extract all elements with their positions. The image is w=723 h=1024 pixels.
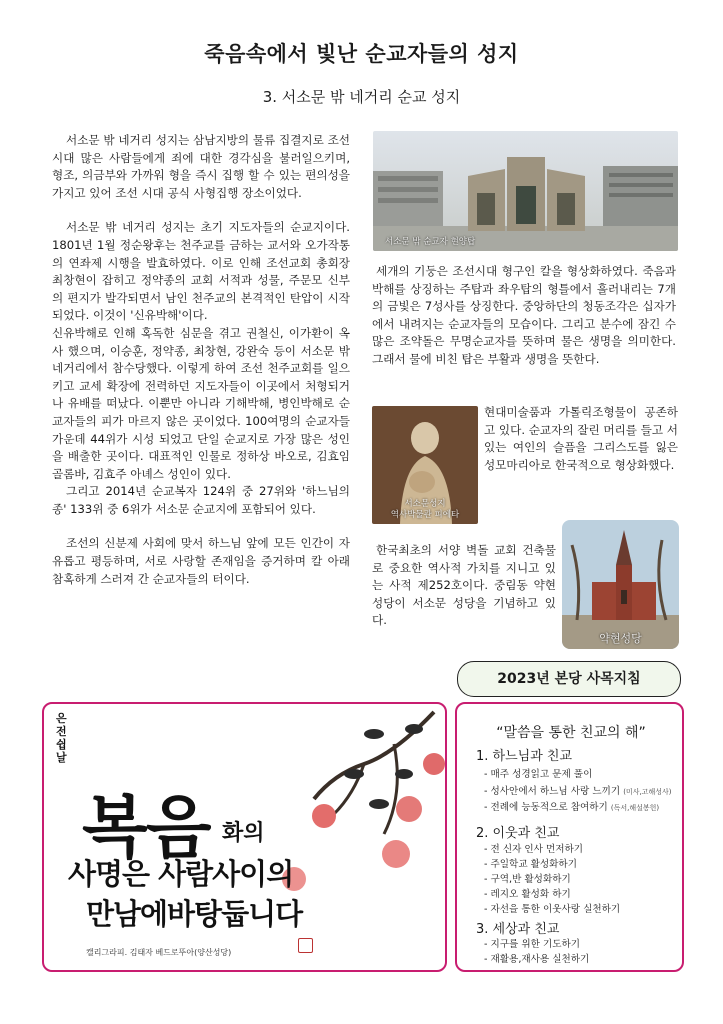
calligraphy-box <box>42 702 447 972</box>
policy-item: - 주일학교 활성화하기 <box>484 859 577 870</box>
policy-header: 2023년 본당 사목지침 <box>457 661 681 697</box>
pieta-photo <box>372 406 478 524</box>
monument-photo <box>373 131 678 251</box>
monument-caption: 서소문 밖 순교자 현양탑 <box>385 237 476 247</box>
church-photo <box>562 520 679 649</box>
policy-item: - 구역,반 활성화하기 <box>484 874 571 885</box>
church-caption: 약현성당 <box>599 632 642 645</box>
policy-item: - 레지오 활성화 하기 <box>484 889 571 900</box>
policy-section-1-title: 1. 하느님과 친교 <box>476 749 573 764</box>
calligraphy-credit: 캘리그라피. 김태자 베드로뚜아(양산성당) <box>86 948 232 957</box>
paragraph-meaning: 조선의 신분제 사회에 맞서 하느님 앞에 모든 인간이 자유롭고 평등하며, 서로 사랑할 존재임을 증거하며 칼 아래 참혹하게 스러져 간 순교자들의 터이다. <box>52 536 350 586</box>
paragraph-location: 서소문 밖 네거리 성지는 삼남지방의 물류 집결지로 조선 시대 많은 사람들에게 죄에 대한 경각심을 불러일으키며, 형조, 의금부와 가까워 형을 즉시 집행 할 수 있는 편의성을 가지고 있어 조선 시대 공식 사형집행 장소이었다. <box>52 133 350 200</box>
policy-item: - 매주 성경읽고 문제 풀이 <box>484 769 593 780</box>
pieta-caption-line2: 역사박물관 피에타 <box>390 510 460 520</box>
calligraphy-gospel: 복음 <box>82 788 210 868</box>
persimmon-branch-image <box>274 704 445 894</box>
policy-section-2-title: 2. 이웃과 친교 <box>476 826 560 841</box>
policy-item: - 자선을 통한 이웃사랑 실천하기 <box>484 904 621 915</box>
page-title: 죽음속에서 빛난 순교자들의 성지 <box>204 42 519 66</box>
calligraphy-seal-text: 은전 쉽날 <box>56 712 67 764</box>
policy-item: - 성사안에서 하느님 사랑 느끼기 (미사,고해성사) <box>484 786 672 797</box>
paragraph-church: 한국최초의 서양 벽돌 교회 건축물로 중요한 역사적 가치를 지니고 있는 사적 제252호이다. 중림동 약현성당이 서소문 성당을 기념하고 있다. <box>372 543 556 628</box>
paragraph-monument: 세개의 기둥은 조선시대 형구인 칼을 형상화하였다. 죽음과 박해를 상징하는 주탑과 좌우탑의 형틀에서 흘러내리는 7개의 금빛은 7성사를 상징한다. 중앙하단의 청동조각은 십자가에서 내려지는 순교자들의 모습이다. 그리고 분수에 잠긴 수많은 조약돌은 무명순교자를 뜻하며 물은 생명을 의미한다. 그래서 물에 비친 탑은 부활과 생명을 뜻한다. <box>372 264 676 366</box>
paragraph-history: 서소문 밖 네거리 성지는 초기 지도자들의 순교지이다. 1801년 1월 정순왕후는 천주교를 금하는 교서와 오가작통의 연좌제 시행을 발효하였다. 이로 인해 조선교회 총회장 최창현이 잡히고 정약종의 교회 서적과 성물, 주문모 신부의 편지가 발각되면서 남인 천주교의 본격적인 탄압이 시작 되었다. 이것이 '신유박해'이다. <box>52 220 350 323</box>
artist-seal-icon <box>298 938 313 953</box>
policy-item: - 전례에 능동적으로 참여하기 (독서,해설봉헌) <box>484 802 660 813</box>
paragraph-beatified: 그리고 2014년 순교복자 124위 중 27위와 '하느님의 종' 133위 중 6위가 서소문 순교지에 포함되어 있다. <box>52 484 350 516</box>
paragraph-persecution: 신유박해로 인해 혹독한 심문을 겪고 권철신, 이가환이 옥사 했으며, 이승훈, 정약종, 최창현, 강완숙 등이 서소문 밖 네거리에서 참수당했다. 이렇게 하여 조선 천주교회를 일으키고 교세 확장에 전력하던 지도자들이 이곳에서 처형되거나 유배를 떠났다. 이뿐만 아니라 기해박해, 병인박해로 순교자들의 피가 마르지 않은 곳이었다. 100여명의 순교자들 가운데 44위가 시성 되었고 단일 순교지로 가장 많은 성인을 배출한 곳이다. 대표적인 인물로 정하상 바오로, 김효임 골롬바, 김효주 아녜스 성인이 있다. <box>52 325 350 481</box>
policy-item: - 지구를 위한 기도하기 <box>484 939 581 950</box>
policy-section-3-title: 3. 세상과 친교 <box>476 922 560 937</box>
calligraphy-line3: 만남에바탕둡니다 <box>86 897 303 931</box>
calligraphy-hwaui: 화의 <box>222 820 265 846</box>
article-left-column <box>52 132 350 588</box>
calligraphy-line2: 사명은 사람사이의 <box>68 857 294 891</box>
pieta-caption-line1: 서소문성지 <box>404 499 446 509</box>
policy-item: - 전 신자 인사 먼저하기 <box>484 844 584 855</box>
policy-item: - 재활용,재사용 실천하기 <box>484 954 590 965</box>
paragraph-pieta: 현대미술품과 가톨릭조형물이 공존하고 있다. 순교자의 잘린 머리를 들고 서있는 여인의 슬픔을 그리스도를 잃은 성모마리아로 한국적으로 형상화했다. <box>484 405 678 472</box>
policy-motto: “말씀을 통한 친교의 해” <box>496 725 646 741</box>
page-subtitle: 3. 서소문 밖 네거리 순교 성지 <box>262 88 461 106</box>
monument-image <box>373 131 678 251</box>
